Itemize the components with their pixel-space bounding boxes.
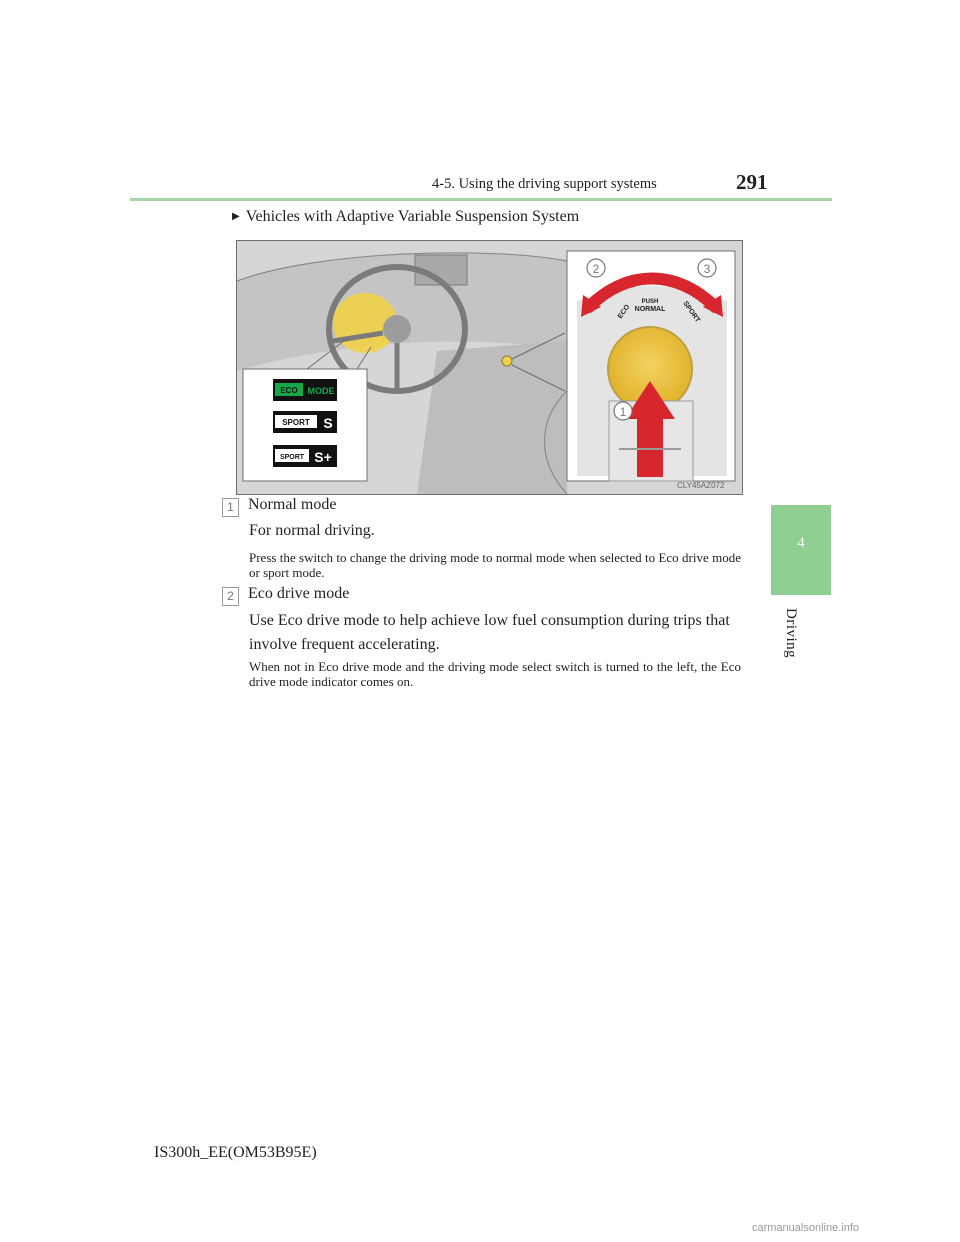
indicator-eco-mode [273,379,337,401]
callout-3 [698,259,716,277]
indicator-sport-s-plus [273,445,337,467]
item-body: Use Eco drive mode to help achieve low fuel consumption during trips that involve frequent accelerating. [249,612,730,653]
subheading [232,208,579,226]
figure-code: CLY45AZ072 [677,481,725,490]
chapter-tab-label: Driving [783,608,799,659]
watermark[interactable]: carmanualsonline.info [752,1222,860,1234]
switch-label-push: PUSH [641,299,659,305]
indicator-sport-text: SPORT [282,418,310,427]
subheading-text: Vehicles with Adaptive Variable Suspension System [245,208,580,225]
indicator-s-plus-text: S+ [314,449,332,465]
item-number-box: 1 [222,498,239,517]
item-note: Press the switch to change the driving mode to normal mode when selected to Eco drive mode or sport mode. [249,550,741,580]
indicator-mode-text: MODE [307,386,335,396]
indicator-sport-s [273,411,337,433]
item-body: For normal driving. [249,522,375,539]
cockpit-illustration [237,241,742,494]
indicator-s-text: S [323,415,333,431]
page-number: 291 [736,170,768,194]
callout-2 [587,259,605,277]
indicator-sport-text: SPORT [279,454,305,461]
callout-1 [614,402,632,420]
chapter-tab-number: 4 [797,535,805,551]
center-console [417,341,567,494]
chapter-tab[interactable] [771,505,831,595]
switch-label-eco: ECO [616,303,632,321]
svg-text:2: 2 [592,262,600,276]
item-note: When not in Eco drive mode and the driving mode select switch is turned to the left, the Eco drive mode indicator comes on. [249,659,741,689]
item-title: Eco drive mode [248,585,350,602]
switch-label-normal: NORMAL [634,306,666,313]
footer-model-code: IS300h_EE(OM53B95E) [154,1144,317,1161]
header-rule [130,198,832,201]
switch-label-sport: SPORT [681,300,701,324]
illustration-figure [236,240,743,495]
mode-switch-location [502,356,512,366]
svg-text:3: 3 [703,262,711,276]
item-number-box: 2 [222,587,239,606]
header-section-title: 4-5. Using the driving support systems [432,176,657,192]
triangle-bullet-icon: ▶ [232,211,240,222]
indicator-eco-text: ECO [280,386,298,395]
steering-hub [383,315,411,343]
svg-text:1: 1 [619,405,627,419]
item-title: Normal mode [248,496,337,513]
